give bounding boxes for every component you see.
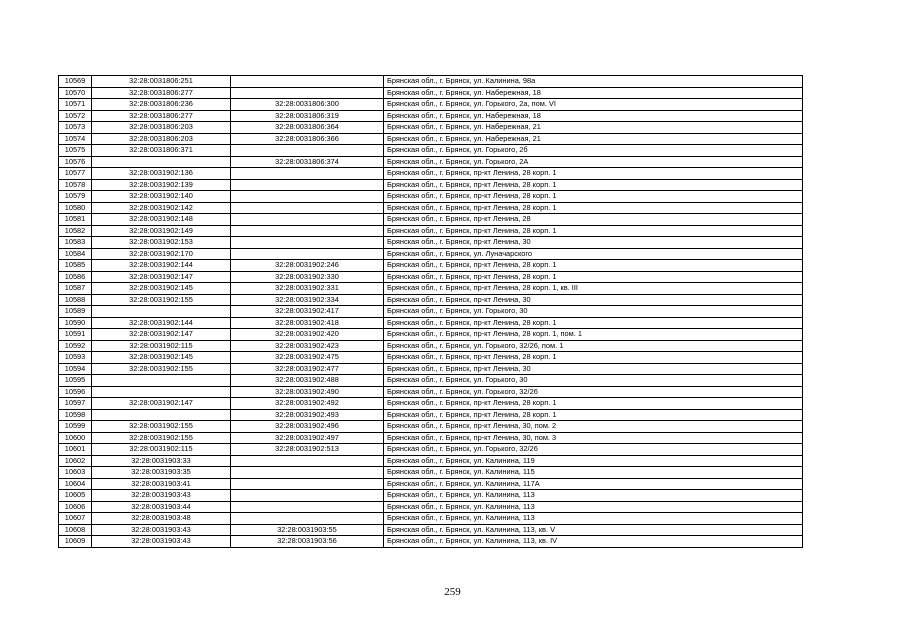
row-number-cell: 10589 (59, 306, 92, 318)
table-row (59, 352, 803, 364)
table-row (59, 294, 803, 306)
cadastral-number-cell: 32:28:0031903:33 (92, 455, 231, 467)
row-number-cell: 10578 (59, 179, 92, 191)
address-cell: Брянская обл., г. Брянск, пр-кт Ленина, 28 корп. 1 (384, 271, 803, 283)
row-number-cell: 10585 (59, 260, 92, 272)
room-cadastral-number-cell (231, 179, 384, 191)
room-cadastral-number-cell: 32:28:0031902:496 (231, 421, 384, 433)
cadastral-number-cell: 32:28:0031806:251 (92, 76, 231, 88)
table-row (59, 363, 803, 375)
address-cell: Брянская обл., г. Брянск, пр-кт Ленина, 30 (384, 363, 803, 375)
address-cell: Брянская обл., г. Брянск, пр-кт Ленина, 28 корп. 1 (384, 168, 803, 180)
address-cell: Брянская обл., г. Брянск, ул. Калинина, 119 (384, 455, 803, 467)
room-cadastral-number-cell: 32:28:0031806:374 (231, 156, 384, 168)
room-cadastral-number-cell: 32:28:0031902:334 (231, 294, 384, 306)
row-number-cell: 10607 (59, 513, 92, 525)
registry-table-body (59, 76, 803, 548)
cadastral-number-cell: 32:28:0031902:147 (92, 329, 231, 341)
cadastral-number-cell: 32:28:0031902:147 (92, 271, 231, 283)
address-cell: Брянская обл., г. Брянск, ул. Калинина, 98а (384, 76, 803, 88)
cadastral-number-cell: 32:28:0031902:144 (92, 260, 231, 272)
table-row (59, 237, 803, 249)
room-cadastral-number-cell (231, 455, 384, 467)
cadastral-number-cell (92, 409, 231, 421)
table-row (59, 432, 803, 444)
cadastral-number-cell: 32:28:0031902:147 (92, 398, 231, 410)
table-row (59, 455, 803, 467)
address-cell: Брянская обл., г. Брянск, ул. Набережная, 18 (384, 87, 803, 99)
address-cell: Брянская обл., г. Брянск, ул. Горького, 2А (384, 156, 803, 168)
address-cell: Брянская обл., г. Брянск, ул. Горького, 32/26 (384, 444, 803, 456)
room-cadastral-number-cell (231, 191, 384, 203)
address-cell: Брянская обл., г. Брянск, пр-кт Ленина, 28 корп. 1 (384, 260, 803, 272)
room-cadastral-number-cell (231, 490, 384, 502)
row-number-cell: 10569 (59, 76, 92, 88)
address-cell: Брянская обл., г. Брянск, пр-кт Ленина, 30, пом. 3 (384, 432, 803, 444)
room-cadastral-number-cell: 32:28:0031903:56 (231, 536, 384, 548)
room-cadastral-number-cell: 32:28:0031902:492 (231, 398, 384, 410)
cadastral-number-cell: 32:28:0031806:236 (92, 99, 231, 111)
address-cell: Брянская обл., г. Брянск, пр-кт Ленина, 28 корп. 1 (384, 191, 803, 203)
address-cell: Брянская обл., г. Брянск, пр-кт Ленина, 28 корп. 1 (384, 179, 803, 191)
cadastral-number-cell: 32:28:0031902:142 (92, 202, 231, 214)
address-cell: Брянская обл., г. Брянск, ул. Горького, 30 (384, 375, 803, 387)
table-row (59, 524, 803, 536)
room-cadastral-number-cell: 32:28:0031806:364 (231, 122, 384, 134)
cadastral-number-cell: 32:28:0031902:139 (92, 179, 231, 191)
room-cadastral-number-cell (231, 202, 384, 214)
cadastral-number-cell: 32:28:0031902:148 (92, 214, 231, 226)
row-number-cell: 10590 (59, 317, 92, 329)
room-cadastral-number-cell: 32:28:0031902:423 (231, 340, 384, 352)
address-cell: Брянская обл., г. Брянск, ул. Калинина, 117А (384, 478, 803, 490)
cadastral-number-cell: 32:28:0031806:203 (92, 122, 231, 134)
table-row (59, 214, 803, 226)
address-cell: Брянская обл., г. Брянск, ул. Горького, 30 (384, 306, 803, 318)
cadastral-number-cell: 32:28:0031902:155 (92, 363, 231, 375)
address-cell: Брянская обл., г. Брянск, пр-кт Ленина, 28 корп. 1 (384, 317, 803, 329)
table-row (59, 329, 803, 341)
table-row (59, 340, 803, 352)
address-cell: Брянская обл., г. Брянск, пр-кт Ленина, 28 корп. 1, пом. 1 (384, 329, 803, 341)
row-number-cell: 10609 (59, 536, 92, 548)
room-cadastral-number-cell (231, 214, 384, 226)
row-number-cell: 10573 (59, 122, 92, 134)
room-cadastral-number-cell: 32:28:0031902:488 (231, 375, 384, 387)
table-row (59, 271, 803, 283)
room-cadastral-number-cell (231, 513, 384, 525)
cadastral-number-cell (92, 375, 231, 387)
room-cadastral-number-cell (231, 87, 384, 99)
cadastral-number-cell: 32:28:0031903:43 (92, 536, 231, 548)
cadastral-number-cell: 32:28:0031903:41 (92, 478, 231, 490)
room-cadastral-number-cell: 32:28:0031902:246 (231, 260, 384, 272)
table-row (59, 168, 803, 180)
table-row (59, 133, 803, 145)
address-cell: Брянская обл., г. Брянск, пр-кт Ленина, 30, пом. 2 (384, 421, 803, 433)
room-cadastral-number-cell (231, 478, 384, 490)
row-number-cell: 10604 (59, 478, 92, 490)
address-cell: Брянская обл., г. Брянск, пр-кт Ленина, 28 корп. 1 (384, 398, 803, 410)
row-number-cell: 10605 (59, 490, 92, 502)
table-row (59, 76, 803, 88)
row-number-cell: 10576 (59, 156, 92, 168)
table-row (59, 248, 803, 260)
row-number-cell: 10597 (59, 398, 92, 410)
row-number-cell: 10602 (59, 455, 92, 467)
room-cadastral-number-cell: 32:28:0031902:420 (231, 329, 384, 341)
table-row (59, 490, 803, 502)
room-cadastral-number-cell (231, 467, 384, 479)
cadastral-number-cell: 32:28:0031902:170 (92, 248, 231, 260)
row-number-cell: 10603 (59, 467, 92, 479)
registry-table (58, 75, 803, 548)
cadastral-number-cell: 32:28:0031806:203 (92, 133, 231, 145)
cadastral-number-cell: 32:28:0031902:115 (92, 444, 231, 456)
cadastral-number-cell: 32:28:0031902:155 (92, 294, 231, 306)
table-row (59, 536, 803, 548)
table-row (59, 513, 803, 525)
address-cell: Брянская обл., г. Брянск, пр-кт Ленина, 28 корп. 1 (384, 202, 803, 214)
address-cell: Брянская обл., г. Брянск, пр-кт Ленина, 30 (384, 237, 803, 249)
page-number: 259 (444, 586, 461, 598)
room-cadastral-number-cell (231, 76, 384, 88)
address-cell: Брянская обл., г. Брянск, ул. Горького, 2б (384, 145, 803, 157)
row-number-cell: 10584 (59, 248, 92, 260)
table-row (59, 202, 803, 214)
cadastral-number-cell: 32:28:0031903:35 (92, 467, 231, 479)
row-number-cell: 10579 (59, 191, 92, 203)
address-cell: Брянская обл., г. Брянск, ул. Горького, 32/26, пом. 1 (384, 340, 803, 352)
row-number-cell: 10598 (59, 409, 92, 421)
cadastral-number-cell: 32:28:0031902:115 (92, 340, 231, 352)
row-number-cell: 10593 (59, 352, 92, 364)
table-row (59, 386, 803, 398)
address-cell: Брянская обл., г. Брянск, ул. Калинина, 113 (384, 513, 803, 525)
address-cell: Брянская обл., г. Брянск, ул. Калинина, 113, кв. IV (384, 536, 803, 548)
cadastral-number-cell: 32:28:0031903:44 (92, 501, 231, 513)
table-row (59, 156, 803, 168)
table-row (59, 444, 803, 456)
table-row (59, 260, 803, 272)
cadastral-number-cell: 32:28:0031903:43 (92, 490, 231, 502)
row-number-cell: 10571 (59, 99, 92, 111)
address-cell: Брянская обл., г. Брянск, ул. Калинина, 113 (384, 501, 803, 513)
address-cell: Брянская обл., г. Брянск, ул. Горького, 2а, пом. VI (384, 99, 803, 111)
table-row (59, 191, 803, 203)
room-cadastral-number-cell (231, 145, 384, 157)
room-cadastral-number-cell: 32:28:0031902:477 (231, 363, 384, 375)
row-number-cell: 10600 (59, 432, 92, 444)
row-number-cell: 10599 (59, 421, 92, 433)
room-cadastral-number-cell: 32:28:0031902:493 (231, 409, 384, 421)
table-row (59, 421, 803, 433)
row-number-cell: 10583 (59, 237, 92, 249)
row-number-cell: 10595 (59, 375, 92, 387)
room-cadastral-number-cell: 32:28:0031902:497 (231, 432, 384, 444)
cadastral-number-cell: 32:28:0031902:155 (92, 421, 231, 433)
address-cell: Брянская обл., г. Брянск, пр-кт Ленина, 28 корп. 1 (384, 352, 803, 364)
table-row (59, 145, 803, 157)
address-cell: Брянская обл., г. Брянск, ул. Калинина, 115 (384, 467, 803, 479)
row-number-cell: 10586 (59, 271, 92, 283)
row-number-cell: 10596 (59, 386, 92, 398)
row-number-cell: 10608 (59, 524, 92, 536)
address-cell: Брянская обл., г. Брянск, ул. Калинина, 113 (384, 490, 803, 502)
address-cell: Брянская обл., г. Брянск, ул. Набережная, 18 (384, 110, 803, 122)
row-number-cell: 10594 (59, 363, 92, 375)
address-cell: Брянская обл., г. Брянск, ул. Набережная, 21 (384, 122, 803, 134)
address-cell: Брянская обл., г. Брянск, пр-кт Ленина, 28 корп. 1, кв. III (384, 283, 803, 295)
room-cadastral-number-cell: 32:28:0031902:475 (231, 352, 384, 364)
cadastral-number-cell: 32:28:0031902:136 (92, 168, 231, 180)
address-cell: Брянская обл., г. Брянск, пр-кт Ленина, 28 (384, 214, 803, 226)
row-number-cell: 10591 (59, 329, 92, 341)
cadastral-number-cell: 32:28:0031902:153 (92, 237, 231, 249)
cadastral-number-cell: 32:28:0031902:140 (92, 191, 231, 203)
cadastral-number-cell (92, 156, 231, 168)
row-number-cell: 10587 (59, 283, 92, 295)
cadastral-number-cell: 32:28:0031806:277 (92, 110, 231, 122)
cadastral-number-cell: 32:28:0031806:371 (92, 145, 231, 157)
cadastral-number-cell: 32:28:0031902:145 (92, 352, 231, 364)
row-number-cell: 10581 (59, 214, 92, 226)
row-number-cell: 10575 (59, 145, 92, 157)
table-row (59, 283, 803, 295)
cadastral-number-cell: 32:28:0031902:155 (92, 432, 231, 444)
address-cell: Брянская обл., г. Брянск, пр-кт Ленина, 28 корп. 1 (384, 409, 803, 421)
table-row (59, 179, 803, 191)
table-row (59, 122, 803, 134)
cadastral-number-cell: 32:28:0031903:48 (92, 513, 231, 525)
table-row (59, 306, 803, 318)
table-row (59, 225, 803, 237)
row-number-cell: 10570 (59, 87, 92, 99)
room-cadastral-number-cell: 32:28:0031902:330 (231, 271, 384, 283)
row-number-cell: 10580 (59, 202, 92, 214)
room-cadastral-number-cell: 32:28:0031806:319 (231, 110, 384, 122)
cadastral-number-cell: 32:28:0031806:277 (92, 87, 231, 99)
address-cell: Брянская обл., г. Брянск, ул. Горького, 32/26 (384, 386, 803, 398)
row-number-cell: 10574 (59, 133, 92, 145)
address-cell: Брянская обл., г. Брянск, пр-кт Ленина, 28 корп. 1 (384, 225, 803, 237)
room-cadastral-number-cell: 32:28:0031903:55 (231, 524, 384, 536)
address-cell: Брянская обл., г. Брянск, пр-кт Ленина, 30 (384, 294, 803, 306)
room-cadastral-number-cell: 32:28:0031902:490 (231, 386, 384, 398)
row-number-cell: 10582 (59, 225, 92, 237)
table-row (59, 398, 803, 410)
row-number-cell: 10577 (59, 168, 92, 180)
room-cadastral-number-cell (231, 237, 384, 249)
room-cadastral-number-cell: 32:28:0031902:418 (231, 317, 384, 329)
row-number-cell: 10606 (59, 501, 92, 513)
address-cell: Брянская обл., г. Брянск, ул. Набережная, 21 (384, 133, 803, 145)
table-row (59, 409, 803, 421)
room-cadastral-number-cell (231, 501, 384, 513)
row-number-cell: 10601 (59, 444, 92, 456)
room-cadastral-number-cell: 32:28:0031902:417 (231, 306, 384, 318)
address-cell: Брянская обл., г. Брянск, ул. Луначарского (384, 248, 803, 260)
cadastral-number-cell: 32:28:0031902:145 (92, 283, 231, 295)
cadastral-number-cell (92, 386, 231, 398)
cadastral-number-cell: 32:28:0031903:43 (92, 524, 231, 536)
row-number-cell: 10572 (59, 110, 92, 122)
row-number-cell: 10592 (59, 340, 92, 352)
room-cadastral-number-cell (231, 225, 384, 237)
cadastral-number-cell: 32:28:0031902:144 (92, 317, 231, 329)
address-cell: Брянская обл., г. Брянск, ул. Калинина, 113, кв. V (384, 524, 803, 536)
table-row (59, 87, 803, 99)
table-row (59, 99, 803, 111)
table-row (59, 110, 803, 122)
room-cadastral-number-cell: 32:28:0031806:300 (231, 99, 384, 111)
room-cadastral-number-cell: 32:28:0031902:513 (231, 444, 384, 456)
room-cadastral-number-cell (231, 168, 384, 180)
table-row (59, 501, 803, 513)
room-cadastral-number-cell: 32:28:0031806:366 (231, 133, 384, 145)
table-row (59, 375, 803, 387)
cadastral-number-cell: 32:28:0031902:149 (92, 225, 231, 237)
table-row (59, 478, 803, 490)
room-cadastral-number-cell: 32:28:0031902:331 (231, 283, 384, 295)
room-cadastral-number-cell (231, 248, 384, 260)
table-row (59, 467, 803, 479)
row-number-cell: 10588 (59, 294, 92, 306)
table-row (59, 317, 803, 329)
cadastral-number-cell (92, 306, 231, 318)
